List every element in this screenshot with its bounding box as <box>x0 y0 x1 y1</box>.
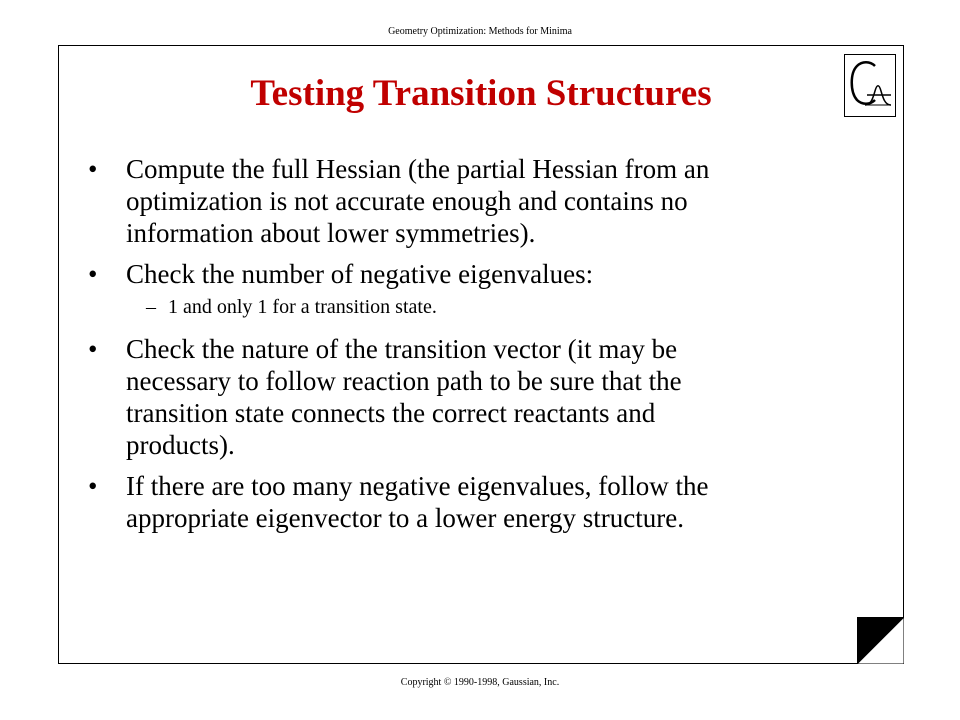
bullet-item <box>82 153 882 249</box>
bullet-text-line: transition state connects the correct reactants and <box>126 398 656 428</box>
sub-bullet-text: 1 and only 1 for a transition state. <box>168 296 437 318</box>
bullet-text-line: optimization is not accurate enough and contains no <box>126 186 688 216</box>
sub-bullet-marker: – <box>146 296 156 318</box>
bullet-text-line: Check the number of negative eigenvalues: <box>126 259 594 289</box>
page-corner-fold <box>857 617 904 664</box>
bullet-item <box>82 333 882 461</box>
bullet-text-line: Compute the full Hessian (the partial Hessian from an <box>126 154 710 184</box>
copyright-footer: Copyright © 1990-1998, Gaussian, Inc. <box>400 677 560 688</box>
bullet-text-line: appropriate eigenvector to a lower energy structure. <box>126 503 685 533</box>
bullet-marker: • <box>88 334 98 364</box>
bullet-item <box>82 258 882 290</box>
bullet-marker: • <box>88 471 98 501</box>
bullet-text-line: necessary to follow reaction path to be sure that the <box>126 366 682 396</box>
sub-bullet-item <box>82 294 882 320</box>
bullet-text-line: If there are too many negative eigenvalues, follow the <box>126 471 709 501</box>
bullet-list <box>82 153 882 534</box>
gaussian-logo-icon <box>844 54 896 117</box>
bullet-marker: • <box>88 154 98 184</box>
bullet-text-line: products). <box>126 430 235 460</box>
slide-title: Testing Transition Structures <box>250 73 712 114</box>
bullet-item <box>82 470 882 534</box>
bullet-text-line: Check the nature of the transition vector (it may be <box>126 334 678 364</box>
running-header: Geometry Optimization: Methods for Minima <box>388 26 572 37</box>
bullet-marker: • <box>88 259 98 289</box>
bullet-text-line: information about lower symmetries). <box>126 218 536 248</box>
